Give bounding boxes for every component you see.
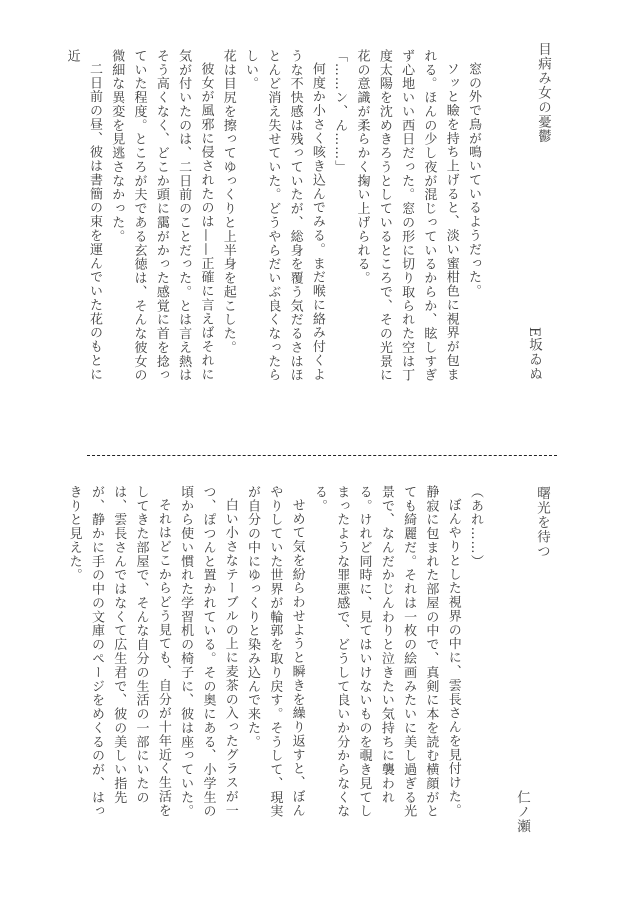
paragraph: 花は目尻を擦ってゆっくりと上半身を起こした。 <box>220 49 236 355</box>
story-body <box>66 485 486 830</box>
paragraph: （あれ……） <box>468 485 483 569</box>
paragraph: それはどこからどう見ても、自分が十年近く生活をしてきた部屋で、そんな自分の生活の一部にいたのは、雲長さんではなくて広生君で、彼の美しい指先が、静かに手の中の文庫のページをめくるのが、はっきりと見えた。 <box>66 485 171 819</box>
story-author: E坂ゐぬ <box>526 327 542 382</box>
paragraph: ソッと瞼を持ち上げると、淡い蜜柑色に視界が包まれる。ほんの少し夜が混じっているからか、眩しすぎず心地いい西日だった。窓の形に切り取られた空は丁度太陽を沈めきろうとしているところで、その光景に花の意識が柔らかく掬い上げられる。 <box>354 49 459 383</box>
paragraph: 窓の外で鳥が鳴いているようだった。 <box>466 62 481 298</box>
story-divider <box>87 455 557 456</box>
story-author: 仁ノ瀬 <box>514 790 530 834</box>
paragraph: せめて気を紛らわせようと瞬きを繰り返すと、ぼんやりしていた世界が輪郭を取り戻す。そうして、現実が自分の中にゆっくりと染み込んで来た。 <box>245 485 305 819</box>
story-title: 曙光を待つ <box>534 486 550 559</box>
paragraph: 二日前の昼、彼は書簡の束を運んでいた花のもとに近 <box>64 49 102 382</box>
story-body <box>64 49 484 385</box>
paragraph: 彼女が風邪に侵されたのは——正確に言えばそれに気が付いたのは、二日前のことだった。とは言え熱はそう高くなく、どこか頭に靄がかった感覚に首を捻っていた程度。ところが夫である玄徳は、そんな彼女の微細な異変を見逃さなかった。 <box>109 49 214 383</box>
story-top <box>0 0 644 440</box>
paragraph: 静寂に包まれた部屋の中で、真剣に本を読む横顔がとても綺麗だ。それは一枚の絵画みたいに美し過ぎる光景で、なんだかじんわりと泣きたい気持ちに襲われる。けれど同時に、見てはいけないものを覗き見てしまったような罪悪感で、どうして良いか分からなくなる。 <box>311 485 439 819</box>
paragraph: 白い小さなテーブルの上に麦茶の入ったグラスが一つ、ぽつんと置かれている。その奥にある、小学生の頃から使い慣れた学習机の椅子に、彼は座っていた。 <box>178 485 238 819</box>
paragraph: 「……ン、ん……」 <box>332 49 348 174</box>
story-title: 目病み女の憂鬱 <box>535 42 551 144</box>
paragraph: 何度か小さく咳き込んでみる。まだ喉に絡み付くような不快感は残っていたが、総身を覆う気だるさはほとんど消え失せていた。どうやらだいぶ良くなったらしい。 <box>243 49 325 383</box>
paragraph: ぼんやりとした視界の中に、雲長さんを見付けた。 <box>445 498 461 818</box>
story-bottom <box>0 468 644 912</box>
